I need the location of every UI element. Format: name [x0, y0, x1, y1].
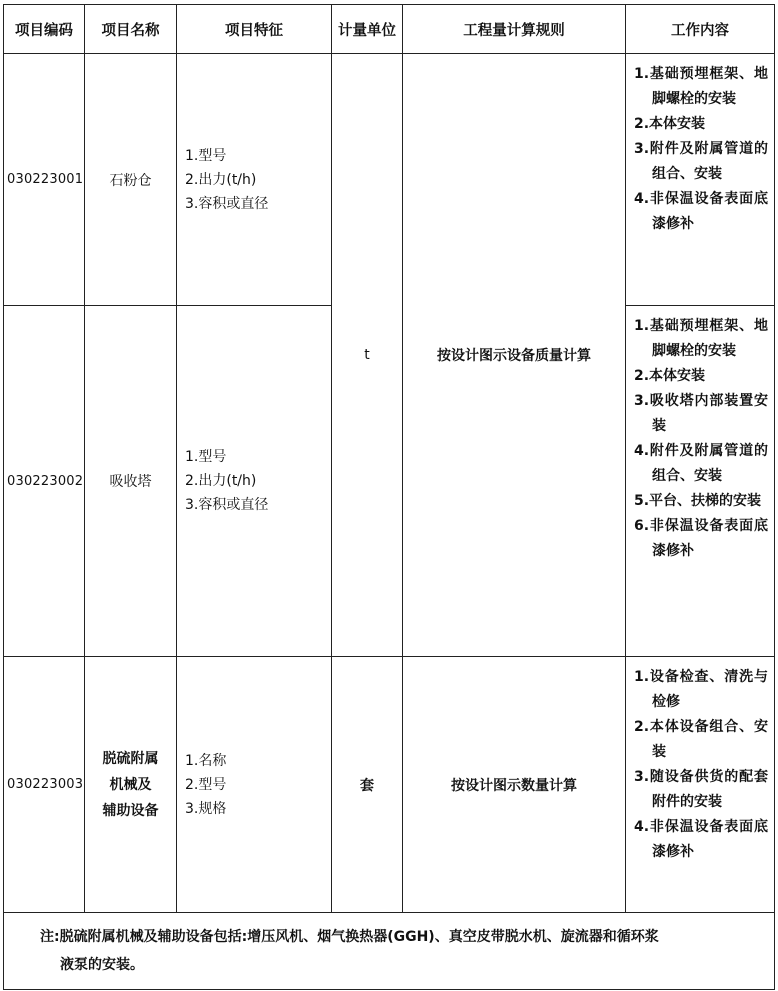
header-unit: 计量单位: [332, 5, 403, 54]
rule-cell: 按设计图示数量计算: [403, 657, 626, 913]
feature-line: 2.型号: [185, 776, 227, 793]
feature-line: 1.名称: [185, 752, 227, 769]
feature-line: 1.型号: [185, 147, 227, 164]
work-line: 6.非保温设备表面底漆修补: [634, 518, 768, 559]
table-note: [4, 913, 775, 990]
work-line: 3.吸收塔内部装置安装: [634, 393, 768, 434]
feature-line: 3.容积或直径: [185, 497, 269, 513]
spec-table: [3, 4, 775, 990]
work-line: 2.本体设备组合、安装: [634, 719, 768, 760]
work-content: [626, 657, 775, 913]
work-line: 4.非保温设备表面底漆修补: [634, 819, 768, 860]
note-line: 注:脱硫附属机械及辅助设备包括:增压风机、烟气换热器(GGH)、真空皮带脱水机、旋流器和循环浆: [40, 929, 659, 945]
header-rule: 工程量计算规则: [403, 5, 626, 54]
item-name: 吸收塔: [85, 306, 177, 657]
feature-line: 2.出力(t/h): [185, 473, 257, 489]
work-line: 1.基础预埋框架、地脚螺栓的安装: [634, 66, 768, 107]
header-name: 项目名称: [85, 5, 177, 54]
item-code: 030223003: [4, 657, 85, 913]
item-name: 石粉仓: [85, 54, 177, 306]
table-row: [4, 54, 775, 306]
item-code: 030223002: [4, 306, 85, 657]
work-line: 5.平台、扶梯的安装: [634, 493, 762, 509]
item-code: 030223001: [4, 54, 85, 306]
item-features: [177, 306, 332, 657]
work-content: [626, 54, 775, 306]
feature-line: 2.出力(t/h): [185, 171, 257, 188]
feature-line: 3.容积或直径: [185, 195, 269, 212]
work-line: 4.附件及附属管道的组合、安装: [634, 443, 768, 484]
item-name-line: 辅助设备: [102, 802, 159, 819]
feature-line: 3.规格: [185, 800, 227, 817]
work-line: 3.附件及附属管道的组合、安装: [634, 141, 768, 182]
work-line: 2.本体安装: [634, 116, 706, 132]
note-row: [4, 913, 775, 990]
table-row: [4, 657, 775, 913]
item-features: [177, 54, 332, 306]
work-line: 1.设备检查、清洗与检修: [634, 669, 768, 710]
work-line: 1.基础预埋框架、地脚螺栓的安装: [634, 318, 768, 359]
unit-cell: 套: [332, 657, 403, 913]
item-name-line: 脱硫附属: [102, 750, 159, 767]
header-row: [4, 5, 775, 54]
work-content: [626, 306, 775, 657]
work-line: 3.随设备供货的配套附件的安装: [634, 769, 768, 810]
unit-cell: t: [332, 54, 403, 657]
feature-line: 1.型号: [185, 449, 227, 465]
header-code: 项目编码: [4, 5, 85, 54]
rule-cell: 按设计图示设备质量计算: [403, 54, 626, 657]
item-features: [177, 657, 332, 913]
header-work: 工作内容: [626, 5, 775, 54]
item-name: [85, 657, 177, 913]
work-line: 2.本体安装: [634, 368, 706, 384]
note-line: 液泵的安装。: [60, 957, 144, 973]
item-name-line: 机械及: [109, 776, 152, 793]
header-features: 项目特征: [177, 5, 332, 54]
work-line: 4.非保温设备表面底漆修补: [634, 191, 768, 232]
